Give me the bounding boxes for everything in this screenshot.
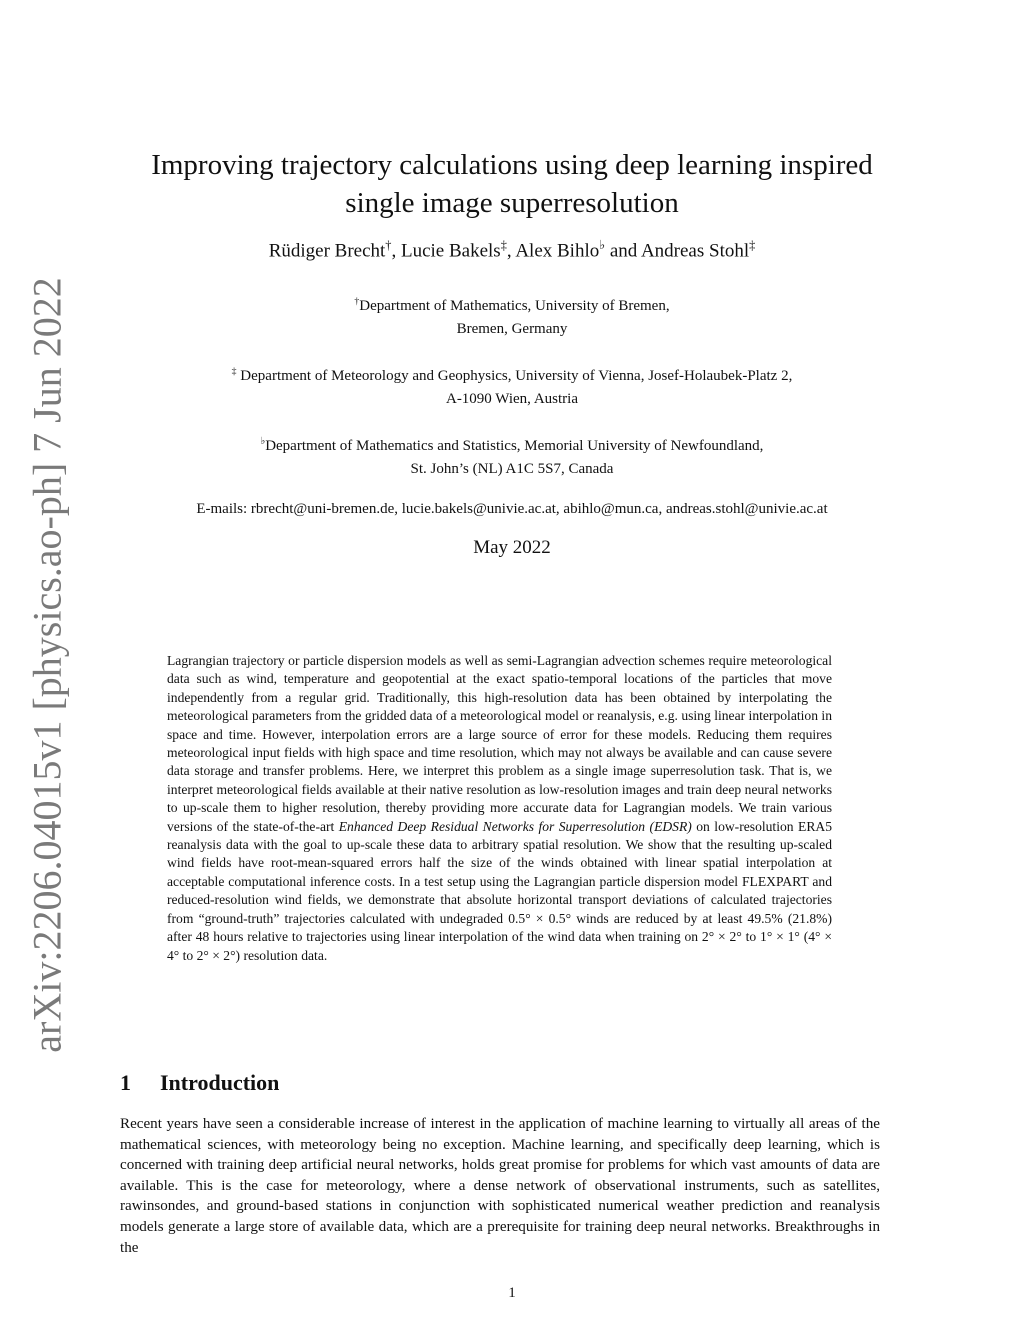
arxiv-identifier: arXiv:2206.04015v1 [physics.ao-ph] 7 Jun 2022: [24, 277, 70, 1053]
author-mark: ♭: [599, 238, 606, 252]
abstract-emphasis: Enhanced Deep Residual Networks for Superresolution (EDSR): [338, 818, 692, 834]
author-mark: †: [385, 238, 392, 252]
author-name: Lucie Bakels: [400, 240, 501, 262]
author-name: Alex Bihlo: [515, 240, 600, 262]
section-heading: [120, 1070, 279, 1096]
author-emails: E-mails: rbrecht@uni-bremen.de, lucie.bakels@univie.ac.at, abihlo@mun.ca, andreas.stohl@univie.ac.at: [196, 501, 828, 517]
paper-title: [0, 146, 1024, 222]
title-line-2: single image superresolution: [345, 187, 679, 219]
section-number: 1: [120, 1070, 131, 1095]
arxiv-sidebar-stamp: [18, 277, 76, 1053]
abstract: Lagrangian trajectory or particle dispersion models as well as semi-Lagrangian advection schemes require meteorological data such as wind, temperature and geopotential at the exact spatio-temporal locations of the particles that move independently from a regular grid. Traditionally, this high-resolution data has been obtained by interpolating the meteorological parameters from the gridded data of a meteorological model or reanalysis, e.g. using linear interpolation in space and time. However, interpolation errors are a large source of error for these models. Reducing them requires meteorological input fields with high space and time resolution, which may not always be available and can cause severe data storage and transfer problems. Here, we interpret this problem as a single image superresolution task. That is, we interpret meteorological fields available at their native resolution as low-resolution images and train deep neural networks to up-scale them to higher resolution, thereby providing more accurate data for Lagrangian models. We train various versions of the state-of-the-art Enhanced Deep Residual Networks for Superresolution (EDSR) on low-resolution ERA5 reanalysis data with the goal to up-scale these data to arbitrary spatial resolution. We show that the resulting up-scaled wind fields have root-mean-squared errors half the size of the winds obtained with linear spatial interpolation at acceptable computational inference costs. In a test setup using the Lagrangian particle dispersion model FLEXPART and reduced-resolution wind fields, we demonstrate that absolute horizontal transport deviations of calculated trajectories from “ground-truth” trajectories calculated with undegraded 0.5° × 0.5° winds are reduced by at least 49.5% (21.8%) after 48 hours relative to trajectories using linear interpolation of the wind data when training on 2° × 2° to 1° × 1° (4° × 4° to 2° × 2°) resolution data.: [167, 653, 833, 963]
publication-date: May 2022: [473, 537, 551, 558]
title-line-1: Improving trajectory calculations using deep learning inspired: [151, 149, 873, 181]
affiliation-vienna: ‡ Department of Meteorology and Geophysics, University of Vienna, Josef-Holaubek-Platz 2, A-1090 Wien, Austria: [231, 366, 793, 407]
intro-paragraph: Recent years have seen a considerable increase of interest in the application of machine learning to virtually all areas of the mathematical sciences, with meteorology being no exception. Machine learning, and specifically deep learning, which is concerned with training deep artificial neural networks, holds great promise for problems for which vast amounts of data are available. This is the case for meteorology, where a dense network of observational instruments, such as satellites, rawinsondes, and ground-based stations in conjunction with sophisticated numerical weather prediction and reanalysis models generate a large store of available data, which are a prerequisite for training deep neural networks. Breakthroughs in the: [120, 1116, 880, 1256]
author-name: Andreas Stohl: [640, 240, 750, 262]
author-name: Rüdiger Brecht: [268, 240, 386, 262]
affiliation-bremen: †Department of Mathematics, University of Bremen, Bremen, Germany: [354, 296, 670, 337]
author-list: Rüdiger Brecht†, Lucie Bakels‡, Alex Bihlo♭ and Andreas Stohl‡: [268, 238, 756, 262]
affiliation-newfoundland: ♭Department of Mathematics and Statistics, Memorial University of Newfoundland, St. John’s (NL) A1C 5S7, Canada: [260, 436, 764, 477]
author-mark: ‡: [500, 238, 507, 252]
page-number: 1: [508, 1285, 516, 1301]
author-mark: ‡: [749, 238, 756, 252]
section-title: Introduction: [160, 1070, 280, 1095]
